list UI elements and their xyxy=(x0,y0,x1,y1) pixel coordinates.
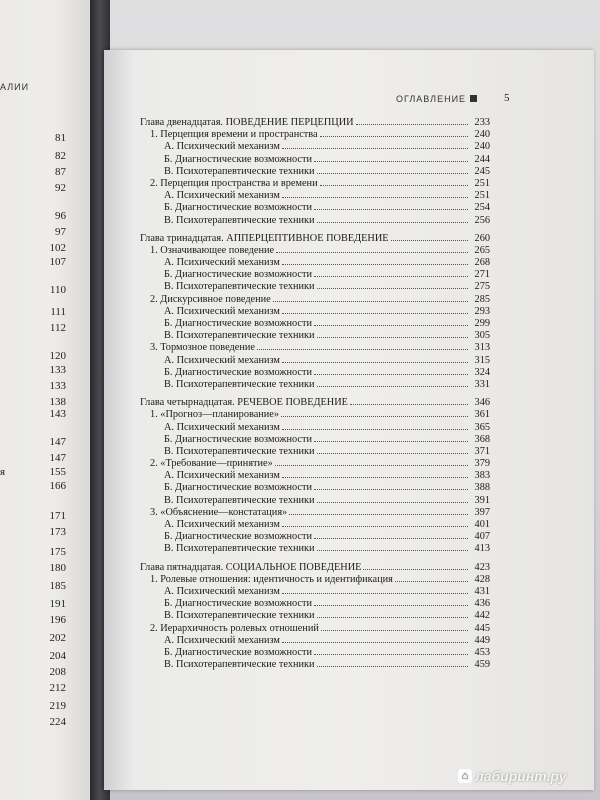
toc-leader-dots xyxy=(321,622,468,631)
left-page-number: 171 xyxy=(49,510,66,522)
toc-page-number: 305 xyxy=(474,330,490,342)
toc-section-row xyxy=(140,341,490,353)
toc-page-number: 265 xyxy=(474,244,490,256)
toc-leader-dots xyxy=(282,469,468,478)
toc-leader-dots xyxy=(314,366,468,375)
toc-leader-dots xyxy=(282,421,468,430)
left-page-number: 82 xyxy=(55,150,66,162)
left-page-number: 155 xyxy=(49,466,66,478)
toc-page-number: 245 xyxy=(474,165,490,177)
toc-leader-dots xyxy=(317,378,468,387)
toc-subsection-row xyxy=(140,658,490,670)
toc-section-row xyxy=(140,573,490,585)
toc-subsection-row xyxy=(140,445,490,457)
toc-entry-title: Б. Диагностические возможности xyxy=(164,366,312,378)
toc-leader-dots xyxy=(314,433,468,442)
toc-subsection-row xyxy=(140,542,490,554)
toc-entry-title: В. Психотерапевтические техники xyxy=(164,330,315,342)
toc-leader-dots xyxy=(317,494,468,503)
toc-page-number: 260 xyxy=(474,232,490,244)
toc-entry-title: Б. Диагностические возможности xyxy=(164,269,312,281)
toc-page-number: 379 xyxy=(474,458,490,470)
toc-subsection-row xyxy=(140,354,490,366)
toc-leader-dots xyxy=(363,561,468,570)
toc-section-row xyxy=(140,293,490,305)
toc-entry-title: 1. «Прогноз—планирование» xyxy=(150,409,279,421)
toc-section-row xyxy=(140,244,490,256)
watermark xyxy=(458,768,566,784)
toc-page-number: 251 xyxy=(474,177,490,189)
toc-entry-title: Б. Диагностические возможности xyxy=(164,482,312,494)
toc-leader-dots xyxy=(282,189,468,198)
toc-chapter-row xyxy=(140,232,490,244)
watermark-text: лабиринт.ру xyxy=(475,768,567,784)
toc-entry-title: 1. Означивающее поведение xyxy=(150,244,275,256)
toc-subsection-row xyxy=(140,494,490,506)
toc-entry-title: В. Психотерапевтические техники xyxy=(164,659,315,671)
left-page-number: 96 xyxy=(55,210,66,222)
toc-subsection-row xyxy=(140,378,490,390)
left-page xyxy=(0,0,92,800)
toc-entry-title: Глава четырнадцатая. РЕЧЕВОЕ ПОВЕДЕНИЕ xyxy=(140,397,348,409)
toc-subsection-row xyxy=(140,256,490,268)
toc-page-number: 436 xyxy=(474,598,490,610)
left-page-number: 208 xyxy=(49,666,66,678)
toc-entry-title: Б. Диагностические возможности xyxy=(164,646,312,658)
toc-subsection-row xyxy=(140,597,490,609)
left-page-number: 87 xyxy=(55,166,66,178)
toc-entry-title: Глава двенадцатая. ПОВЕДЕНИЕ ПЕРЦЕПЦИИ xyxy=(140,117,354,128)
left-page-number: 180 xyxy=(49,562,66,574)
left-page-number: 107 xyxy=(49,256,66,268)
toc-subsection-row xyxy=(140,469,490,481)
toc-entry-title: А. Психический механизм xyxy=(164,634,280,646)
toc-page-number: 244 xyxy=(474,153,490,165)
toc-entry-title: В. Психотерапевтические техники xyxy=(164,214,315,226)
left-page-number: 219 xyxy=(49,700,66,712)
toc-page-number: 293 xyxy=(474,305,490,317)
toc-entry-title: 2. «Требование—принятие» xyxy=(150,458,273,470)
left-page-number: 138 xyxy=(49,396,66,408)
left-page-number: 143 xyxy=(49,408,66,420)
toc-entry-title: А. Психический механизм xyxy=(164,421,280,433)
toc-chapter-row xyxy=(140,561,490,573)
toc-subsection-row xyxy=(140,634,490,646)
left-page-number: 166 xyxy=(49,480,66,492)
left-page-number: 133 xyxy=(49,380,66,392)
toc-subsection-row xyxy=(140,329,490,341)
toc-page-number: 240 xyxy=(474,141,490,153)
toc-subsection-row xyxy=(140,189,490,201)
toc-leader-dots xyxy=(350,396,468,405)
left-page-text-fragment: я xyxy=(0,466,6,478)
toc-leader-dots xyxy=(289,506,468,515)
toc-subsection-row xyxy=(140,214,490,226)
toc-subsection-row xyxy=(140,280,490,292)
toc-leader-dots xyxy=(317,280,468,289)
toc-leader-dots xyxy=(314,481,468,490)
toc-entry-title: Б. Диагностические возможности xyxy=(164,153,312,165)
toc-leader-dots xyxy=(314,646,468,655)
toc-chapter-row xyxy=(140,116,490,128)
toc-section-row xyxy=(140,506,490,518)
toc-entry-title: Б. Диагностические возможности xyxy=(164,433,312,445)
toc-page-number: 371 xyxy=(474,445,490,457)
toc-entry-title: А. Психический механизм xyxy=(164,257,280,269)
left-page-number: 173 xyxy=(49,526,66,538)
toc-entry-title: 3. Тормозное поведение xyxy=(150,342,255,354)
toc-entry-title: 1. Ролевые отношения: идентичность и идентификация xyxy=(150,573,393,585)
toc-leader-dots xyxy=(314,530,468,539)
toc-page-number: 391 xyxy=(474,494,490,506)
toc-entry-title: В. Психотерапевтические техники xyxy=(164,165,315,177)
toc-leader-dots xyxy=(317,445,468,454)
toc-leader-dots xyxy=(317,214,468,223)
left-page-number: 112 xyxy=(49,322,66,334)
toc-leader-dots xyxy=(282,354,468,363)
toc-subsection-row xyxy=(140,140,490,152)
left-running-head: АЛИИ xyxy=(0,82,30,92)
toc-leader-dots xyxy=(273,293,468,302)
toc-page-number: 407 xyxy=(474,531,490,543)
toc-leader-dots xyxy=(281,408,468,417)
toc-leader-dots xyxy=(282,634,468,643)
left-page-number: 92 xyxy=(55,182,66,194)
toc-leader-dots xyxy=(314,201,468,210)
toc-entry-title: В. Психотерапевтические техники xyxy=(164,281,315,293)
toc-page-number: 251 xyxy=(474,190,490,202)
toc-leader-dots xyxy=(317,542,468,551)
left-page-number: 185 xyxy=(49,580,66,592)
toc-page-number: 428 xyxy=(474,573,490,585)
toc-leader-dots xyxy=(282,140,468,149)
toc-entry-title: А. Психический механизм xyxy=(164,305,280,317)
toc-leader-dots xyxy=(317,165,468,174)
toc-page-number: 275 xyxy=(474,281,490,293)
toc-entry-title: Глава тринадцатая. АППЕРЦЕПТИВНОЕ ПОВЕДЕНИЕ xyxy=(140,232,389,244)
toc-subsection-row xyxy=(140,585,490,597)
left-page-number: 133 xyxy=(49,364,66,376)
toc-subsection-row xyxy=(140,268,490,280)
toc-page-number: 313 xyxy=(474,342,490,354)
toc-entry-title: А. Психический механизм xyxy=(164,519,280,530)
left-page-number: 81 xyxy=(55,132,66,144)
labirint-logo-icon: ⌂ xyxy=(458,769,472,783)
toc-leader-dots xyxy=(317,658,468,667)
toc-entry-title: 2. Перцепция пространства и времени xyxy=(150,177,318,189)
left-page-number: 120 xyxy=(49,350,66,362)
toc-entry-title: В. Психотерапевтические техники xyxy=(164,610,315,622)
toc-page-number: 324 xyxy=(474,366,490,378)
toc-subsection-row xyxy=(140,646,490,658)
toc-page-number: 449 xyxy=(474,634,490,646)
toc-page-number: 368 xyxy=(474,433,490,445)
left-page-number: 202 xyxy=(49,632,66,644)
toc-leader-dots xyxy=(282,256,468,265)
toc-page-number: 388 xyxy=(474,482,490,494)
toc-page-number: 233 xyxy=(474,117,490,128)
left-page-number: 102 xyxy=(49,242,66,254)
left-page-number: 147 xyxy=(49,436,66,448)
left-page-number: 212 xyxy=(49,682,66,694)
toc-leader-dots xyxy=(314,153,468,162)
toc-entry-title: 3. «Объяснение—констатация» xyxy=(150,506,288,518)
toc-page-number: 361 xyxy=(474,409,490,421)
toc-leader-dots xyxy=(282,585,468,594)
toc-entry-title: В. Психотерапевтические техники xyxy=(164,543,315,555)
toc-leader-dots xyxy=(320,128,468,137)
toc-page-number: 413 xyxy=(474,543,490,555)
toc-subsection-row xyxy=(140,305,490,317)
toc-leader-dots xyxy=(317,609,468,618)
toc-leader-dots xyxy=(317,329,468,338)
toc-leader-dots xyxy=(275,457,468,466)
toc-entry-title: В. Психотерапевтические техники xyxy=(164,445,315,457)
toc-entry-title: А. Психический механизм xyxy=(164,470,280,482)
table-of-contents xyxy=(140,116,490,670)
toc-page-number: 442 xyxy=(474,610,490,622)
toc-entry-title: Б. Диагностические возможности xyxy=(164,318,312,329)
left-page-number: 196 xyxy=(49,614,66,626)
toc-page-number: 285 xyxy=(474,293,490,305)
toc-section-row xyxy=(140,128,490,140)
toc-subsection-row xyxy=(140,153,490,165)
page-number: 5 xyxy=(504,92,510,104)
square-icon xyxy=(470,95,477,102)
toc-leader-dots xyxy=(282,305,468,314)
toc-entry-title: Б. Диагностические возможности xyxy=(164,598,312,610)
toc-page-number: 397 xyxy=(474,506,490,518)
toc-leader-dots xyxy=(257,341,468,350)
left-page-number: 175 xyxy=(49,546,66,558)
left-page-number: 111 xyxy=(50,306,66,318)
toc-page-number: 401 xyxy=(474,519,490,530)
toc-subsection-row xyxy=(140,201,490,213)
running-head-text: ОГЛАВЛЕНИЕ xyxy=(396,94,467,104)
toc-leader-dots xyxy=(391,232,468,241)
toc-entry-title: Глава пятнадцатая. СОЦИАЛЬНОЕ ПОВЕДЕНИЕ xyxy=(140,561,362,573)
toc-page-number: 431 xyxy=(474,585,490,597)
toc-leader-dots xyxy=(276,244,468,253)
toc-entry-title: 1. Перцепция времени и пространства xyxy=(150,129,318,141)
toc-entry-title: Б. Диагностические возможности xyxy=(164,531,312,543)
left-page-number: 110 xyxy=(49,284,66,296)
toc-leader-dots xyxy=(320,177,468,186)
toc-entry-title: А. Психический механизм xyxy=(164,354,280,366)
toc-leader-dots xyxy=(395,573,468,582)
toc-subsection-row xyxy=(140,421,490,433)
toc-page-number: 365 xyxy=(474,421,490,433)
toc-leader-dots xyxy=(314,317,468,326)
toc-page-number: 423 xyxy=(474,561,490,573)
toc-subsection-row xyxy=(140,317,490,329)
left-page-number: 224 xyxy=(49,716,66,728)
toc-subsection-row xyxy=(140,518,490,530)
toc-subsection-row xyxy=(140,366,490,378)
toc-entry-title: В. Психотерапевтические техники xyxy=(164,494,315,506)
toc-entry-title: А. Психический механизм xyxy=(164,585,280,597)
toc-page-number: 459 xyxy=(474,659,490,671)
toc-page-number: 299 xyxy=(474,318,490,329)
toc-section-row xyxy=(140,457,490,469)
toc-entry-title: А. Психический механизм xyxy=(164,190,280,202)
toc-page-number: 383 xyxy=(474,470,490,482)
toc-entry-title: В. Психотерапевтические техники xyxy=(164,378,315,390)
left-page-number: 97 xyxy=(55,226,66,238)
toc-page-number: 346 xyxy=(474,397,490,409)
toc-entry-title: А. Психический механизм xyxy=(164,141,280,153)
toc-page-number: 445 xyxy=(474,622,490,634)
toc-entry-title: 2. Иерархичность ролевых отношений xyxy=(150,622,319,634)
running-head xyxy=(396,94,477,104)
toc-page-number: 271 xyxy=(474,269,490,281)
left-page-number: 191 xyxy=(49,598,66,610)
toc-page-number: 256 xyxy=(474,214,490,226)
toc-subsection-row xyxy=(140,165,490,177)
toc-leader-dots xyxy=(282,518,468,527)
toc-subsection-row xyxy=(140,530,490,542)
toc-page-number: 254 xyxy=(474,202,490,214)
toc-leader-dots xyxy=(314,268,468,277)
left-page-number: 204 xyxy=(49,650,66,662)
toc-entry-title: 2. Дискурсивное поведение xyxy=(150,293,271,305)
toc-page-number: 240 xyxy=(474,129,490,141)
toc-section-row xyxy=(140,408,490,420)
toc-subsection-row xyxy=(140,433,490,445)
toc-entry-title: Б. Диагностические возможности xyxy=(164,202,312,214)
toc-leader-dots xyxy=(314,597,468,606)
toc-section-row xyxy=(140,177,490,189)
toc-section-row xyxy=(140,622,490,634)
toc-page-number: 268 xyxy=(474,257,490,269)
toc-page-number: 453 xyxy=(474,646,490,658)
toc-chapter-row xyxy=(140,396,490,408)
toc-leader-dots xyxy=(356,116,468,125)
toc-page-number: 331 xyxy=(474,378,490,390)
toc-subsection-row xyxy=(140,481,490,493)
toc-page-number: 315 xyxy=(474,354,490,366)
left-page-number: 147 xyxy=(49,452,66,464)
toc-subsection-row xyxy=(140,609,490,621)
